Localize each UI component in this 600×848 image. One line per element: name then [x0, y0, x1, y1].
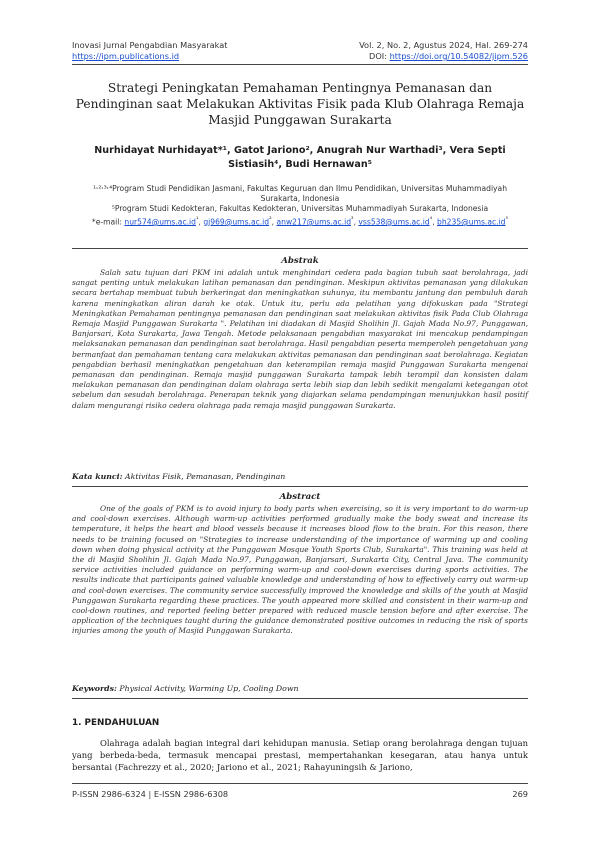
kata-kunci: Kata kunci: Aktivitas Fisik, Pemanasan, Pendinginan — [72, 472, 286, 481]
footer-rule — [72, 783, 528, 784]
header-divider — [72, 64, 528, 65]
page-number: 269 — [512, 789, 528, 799]
abstract-body: One of the goals of PKM is to avoid injury to body parts when exercising, so it is very important to do warm-up and cool-down exercises. Although warm-up activities performed gradually make the body sweat and increase its temperature, it helps the heart and blood vessels because it increases blood flow to the brain. For this reason, there needs to be training focused on "Strategies to increase understanding of the importance of warming up and cooling down when doing physical activity at the Punggawan Mosque Youth Sports Club, Surakarta". This training was held at the di Masjid Sholihin Jl. Gajah Mada No.97, Punggawan, Banjarsari, Surakarta City, Central Java. The community service activities included guidance on performing warm-up and cool-down exercises during sports activities. The results indicate that participants gained valuable knowledge and understanding of how to effectively carry out warm-up and cool-down exercises. The community service successfully improved the knowledge and skills of the youth at Masjid Punggawan Surakarta regarding these practices. The youth appeared more skilled and consistent in their warm-up and cool-down routines, and reported feeling better prepared with reduced muscle tension before and after exercise. The application of the techniques taught during the guidance demonstrated positive outcomes in reducing the risk of sports injuries among the youth of Masjid Punggawan Surakarta. — [72, 504, 528, 636]
affiliations — [80, 184, 520, 227]
keywords: Keywords: Physical Activity, Warming Up, Cooling Down — [72, 684, 299, 693]
keywords-value: Physical Activity, Warming Up, Cooling Down — [119, 684, 299, 693]
email-prefix: *e-mail: — [91, 217, 125, 227]
abstrak-body: Salah satu tujuan dari PKM ini adalah untuk menghindari cedera pada bagian tubuh saat berolahraga, jadi sangat penting untuk melakukan latihan pemanasan dan pendinginan. Meskipun aktivitas pemanasan yang dilakukan secara bertahap membuat tubuh berkeringat dan meningkatkan suhunya, itu membantu jantung dan pembuluh darah karena meningkatkan aliran darah ke otak. Untuk itu, perlu ada pelatihan yang difokuskan pada "Strategi Meningkatkan Pemahaman pentingnya pemanasan dan pendinginan saat melakukan aktivitas fisik Pada Club Olahraga Remaja Masjid Punggawan Surakarta ". Pelatihan ini diadakan di Masjid Sholihin Jl. Gajah Mada No.97, Punggawan, Banjarsari, Kota Surakarta, Jawa Tengah. Metode pelaksanaan pengabdian masyarakat ini mencakup pendampingan melaksanakan pemanasan dan pendinginan saat berolahraga. Hasil pengabdian peserta memperoleh pengetahuan yang bermanfaat dan pemahaman tentang cara melakukan aktivitas pemanasan dan pendinginan saat berolahraga. Kegiatan pengabdian berhasil meningkatkan pengetahuan dan keterampilan remaja masjid Punggawan Surakarta mengenai pemanasan dan pendinginan. Remaja masjid punggawan Surakarta tampak lebih terampil dan konsisten dalam melakukan pemanasan dan pendinginan dalam olahraga serta lebih siap dan lebih sedikit mengalami ketegangan otot sebelum dan sesudah berolahraga. Penerapan teknik yang diajarkan selama pendampingan menunjukkan hasil positif dalam mengurangi risiko cedera olahraga pada remaja masjid punggawan Surakarta. — [72, 268, 528, 410]
affiliation-2: ⁵Program Studi Kedokteran, Fakultas Kedokteran, Universitas Muhammadiyah Surakarta, Indonesia — [111, 204, 489, 214]
email-link-3[interactable]: anw217@ums.ac.id — [276, 217, 352, 227]
doi-line — [369, 51, 528, 62]
email-link-2[interactable]: gj969@ums.ac.id — [203, 217, 270, 227]
email-link-4[interactable]: vss538@ums.ac.id — [358, 217, 430, 227]
section-body: Olahraga adalah bagian integral dari kehidupan manusia. Setiap orang berolahraga dengan tujuan yang berbeda-beda, termasuk mencapai prestasi, mempertahankan kesegaran, atau hanya untuk bersantai (Fachrezzy et al., 2020; Jariono et al., 2021; Rahayuningsih & Jariono, — [72, 738, 528, 772]
abstract-heading: Abstract — [279, 492, 321, 502]
email-link-5[interactable]: bh235@ums.ac.id — [437, 217, 506, 227]
affiliation-1: ¹˒²˒³˒⁴Program Studi Pendidikan Jasmani, Fakultas Keguruan dan Ilmu Pendidikan, Universitas Muhammadiyah Surakarta, Indonesia — [92, 184, 508, 204]
author-list: Nurhidayat Nurhidayat*¹, Gatot Jariono², Anugrah Nur Warthadi³, Vera Septi Sistiasih⁴, Budi Hernawan⁵ — [94, 145, 506, 170]
email-link-1[interactable]: nur574@ums.ac.id — [124, 217, 196, 227]
issn-info: P-ISSN 2986-6324 | E-ISSN 2986-6308 — [72, 789, 229, 799]
running-footer — [72, 789, 528, 799]
doi-label: DOI: — [369, 51, 387, 61]
section-heading: 1. PENDAHULUAN — [72, 718, 160, 728]
doi-link[interactable]: https://doi.org/10.54082/jipm.526 — [389, 51, 528, 61]
email-line: *e-mail: $nur574@ums.ac.id^{^1}$, $gj969@ums.ac.id^{^2}$, $anw217@ums.ac.id^{^3}$, $vss538@ums.ac.id^{^4}$, $bh235@ums.ac.id^{^5}$ — [91, 215, 509, 227]
abstrak-top-rule — [72, 248, 528, 249]
paper-title: Strategi Peningkatan Pemahaman Pentingnya Pemanasan dan Pendinginan saat Melakukan Aktivitas Fisik pada Klub Olahraga Remaja Masjid Punggawan Surakarta — [75, 81, 525, 127]
kata-kunci-value: Aktivitas Fisik, Pemanasan, Pendinginan — [125, 472, 286, 481]
keywords-label: Keywords — [72, 684, 114, 693]
journal-name: Inovasi Jurnal Pengabdian Masyarakat — [72, 40, 228, 50]
journal-url-link[interactable]: https://ipm.publications.id — [72, 51, 180, 61]
kata-kunci-rule — [72, 486, 528, 487]
abstrak-heading: Abstrak — [281, 256, 319, 266]
volume-info: Vol. 2, No. 2, Agustus 2024, Hal. 269-274 — [359, 40, 528, 50]
kata-kunci-label: Kata kunci — [72, 472, 120, 481]
running-header — [72, 40, 528, 62]
keywords-rule — [72, 698, 528, 699]
